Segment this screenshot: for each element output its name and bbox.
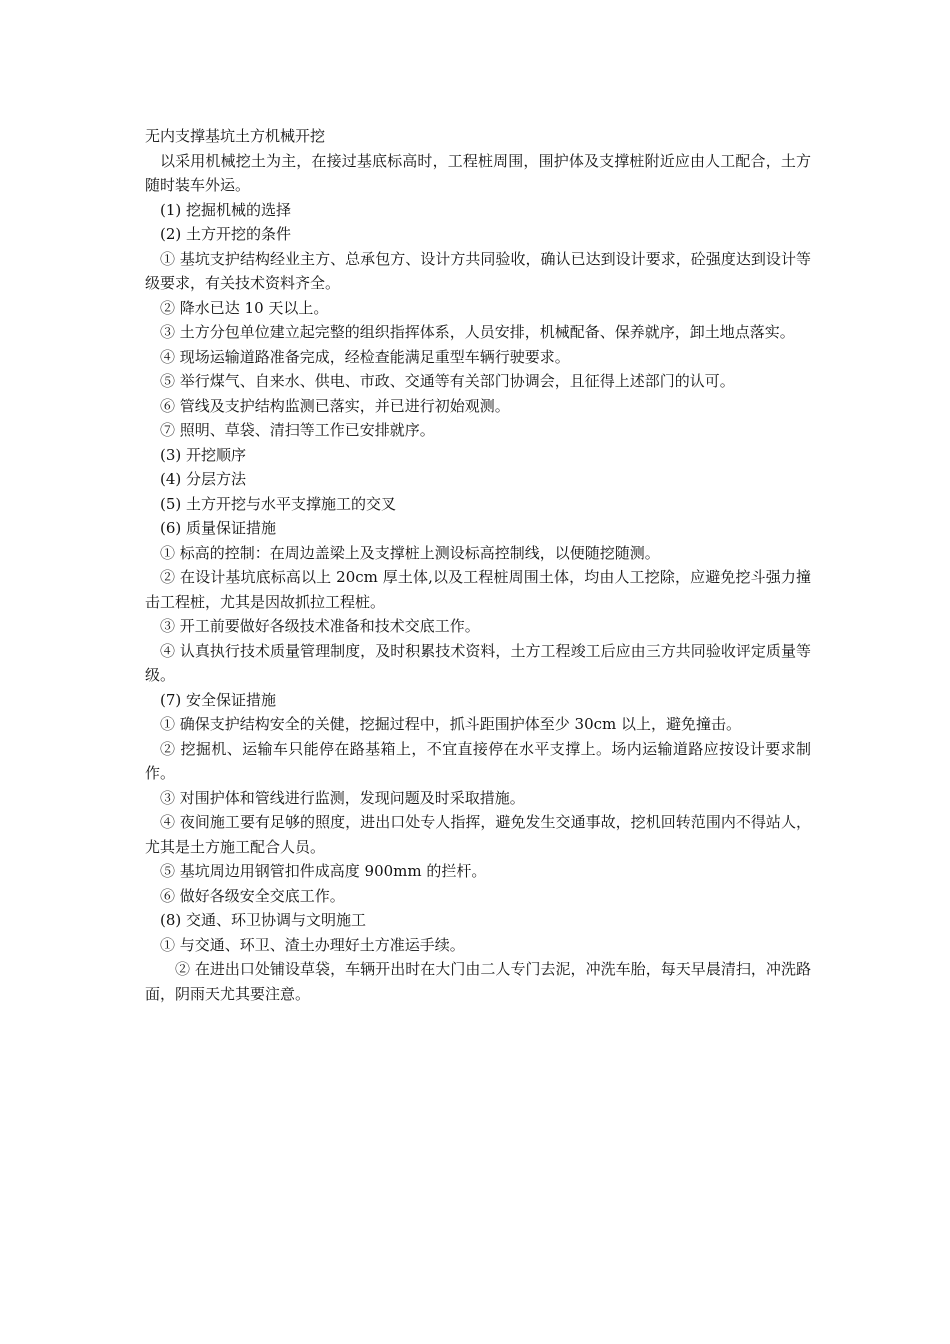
list-item: ⑦ 照明、草袋、清扫等工作已安排就序。 xyxy=(160,421,435,439)
list-item: ① 确保支护结构安全的关健，挖掘过程中，抓斗距围护体至少 30cm 以上，避免撞击。 xyxy=(160,715,742,733)
list-item: ⑥ 管线及支护结构监测已落实，并已进行初始观测。 xyxy=(160,396,510,415)
list-item: ③ 土方分包单位建立起完整的组织指挥体系，人员安排，机械配备、保养就序，卸土地点落实。 xyxy=(160,323,795,341)
list-item: ④ 认真执行技术质量管理制度，及时积累技术资料，土方工程竣工后应由三方共同验收评定质量等级。 xyxy=(145,641,811,684)
list-item: ⑥ 做好各级安全交底工作。 xyxy=(160,886,345,905)
list-item: ⑤ 基坑周边用钢管扣件成高度 900mm 的拦杆。 xyxy=(160,862,487,880)
heading-3: (3) 开挖顺序 xyxy=(160,445,247,464)
list-item: ② 在进出口处铺设草袋，车辆开出时在大门由二人专门去泥，冲洗车胎，每天早晨清扫，冲洗路面，阴雨天尤其要注意。 xyxy=(145,960,811,1003)
heading-7: (7) 安全保证措施 xyxy=(160,690,277,709)
heading-4: (4) 分层方法 xyxy=(160,470,247,488)
list-item: ⑤ 举行煤气、自来水、供电、市政、交通等有关部门协调会，且征得上述部门的认可。 xyxy=(160,372,735,390)
list-item: ② 在设计基坑底标高以上 20cm 厚土体,以及工程桩周围土体，均由人工挖除，应避免挖斗强力撞击工程桩，尤其是因故抓拉工程桩。 xyxy=(145,568,811,611)
heading-6: (6) 质量保证措施 xyxy=(160,519,277,537)
heading-5: (5) 土方开挖与水平支撑施工的交叉 xyxy=(160,494,397,513)
heading-2: (2) 土方开挖的条件 xyxy=(160,225,292,243)
list-item: ④ 夜间施工要有足够的照度，进出口处专人指挥，避免发生交通事故，挖机回转范围内不得站人，尤其是土方施工配合人员。 xyxy=(145,813,811,856)
list-item: ② 降水已达 10 天以上。 xyxy=(160,298,329,317)
list-item: ③ 对围护体和管线进行监测，发现问题及时采取措施。 xyxy=(160,788,525,807)
heading-1: (1) 挖掘机械的选择 xyxy=(160,200,292,219)
list-item: ③ 开工前要做好各级技术准备和技术交底工作。 xyxy=(160,617,480,635)
list-item: ① 标高的控制：在周边盖梁上及支撑桩上测设标高控制线，以便随挖随测。 xyxy=(160,543,660,562)
list-item: ① 基坑支护结构经业主方、总承包方、设计方共同验收，确认已达到设计要求，砼强度达到设计等级要求，有关技术资料齐全。 xyxy=(145,249,811,292)
heading-8: (8) 交通、环卫协调与文明施工 xyxy=(160,911,367,929)
document-title: 无内支撑基坑土方机械开挖 xyxy=(145,127,326,145)
list-item: ① 与交通、环卫、渣土办理好土方准运手续。 xyxy=(160,935,465,954)
list-item: ④ 现场运输道路准备完成，经检查能满足重型车辆行驶要求。 xyxy=(160,347,570,366)
document-body xyxy=(145,124,811,1006)
list-item: ② 挖掘机、运输车只能停在路基箱上，不宜直接停在水平支撑上。场内运输道路应按设计要求制作。 xyxy=(145,739,811,782)
paragraph-intro: 以采用机械挖土为主，在接过基底标高时，工程桩周围，围护体及支撑桩附近应由人工配合，土方随时装车外运。 xyxy=(145,151,811,194)
